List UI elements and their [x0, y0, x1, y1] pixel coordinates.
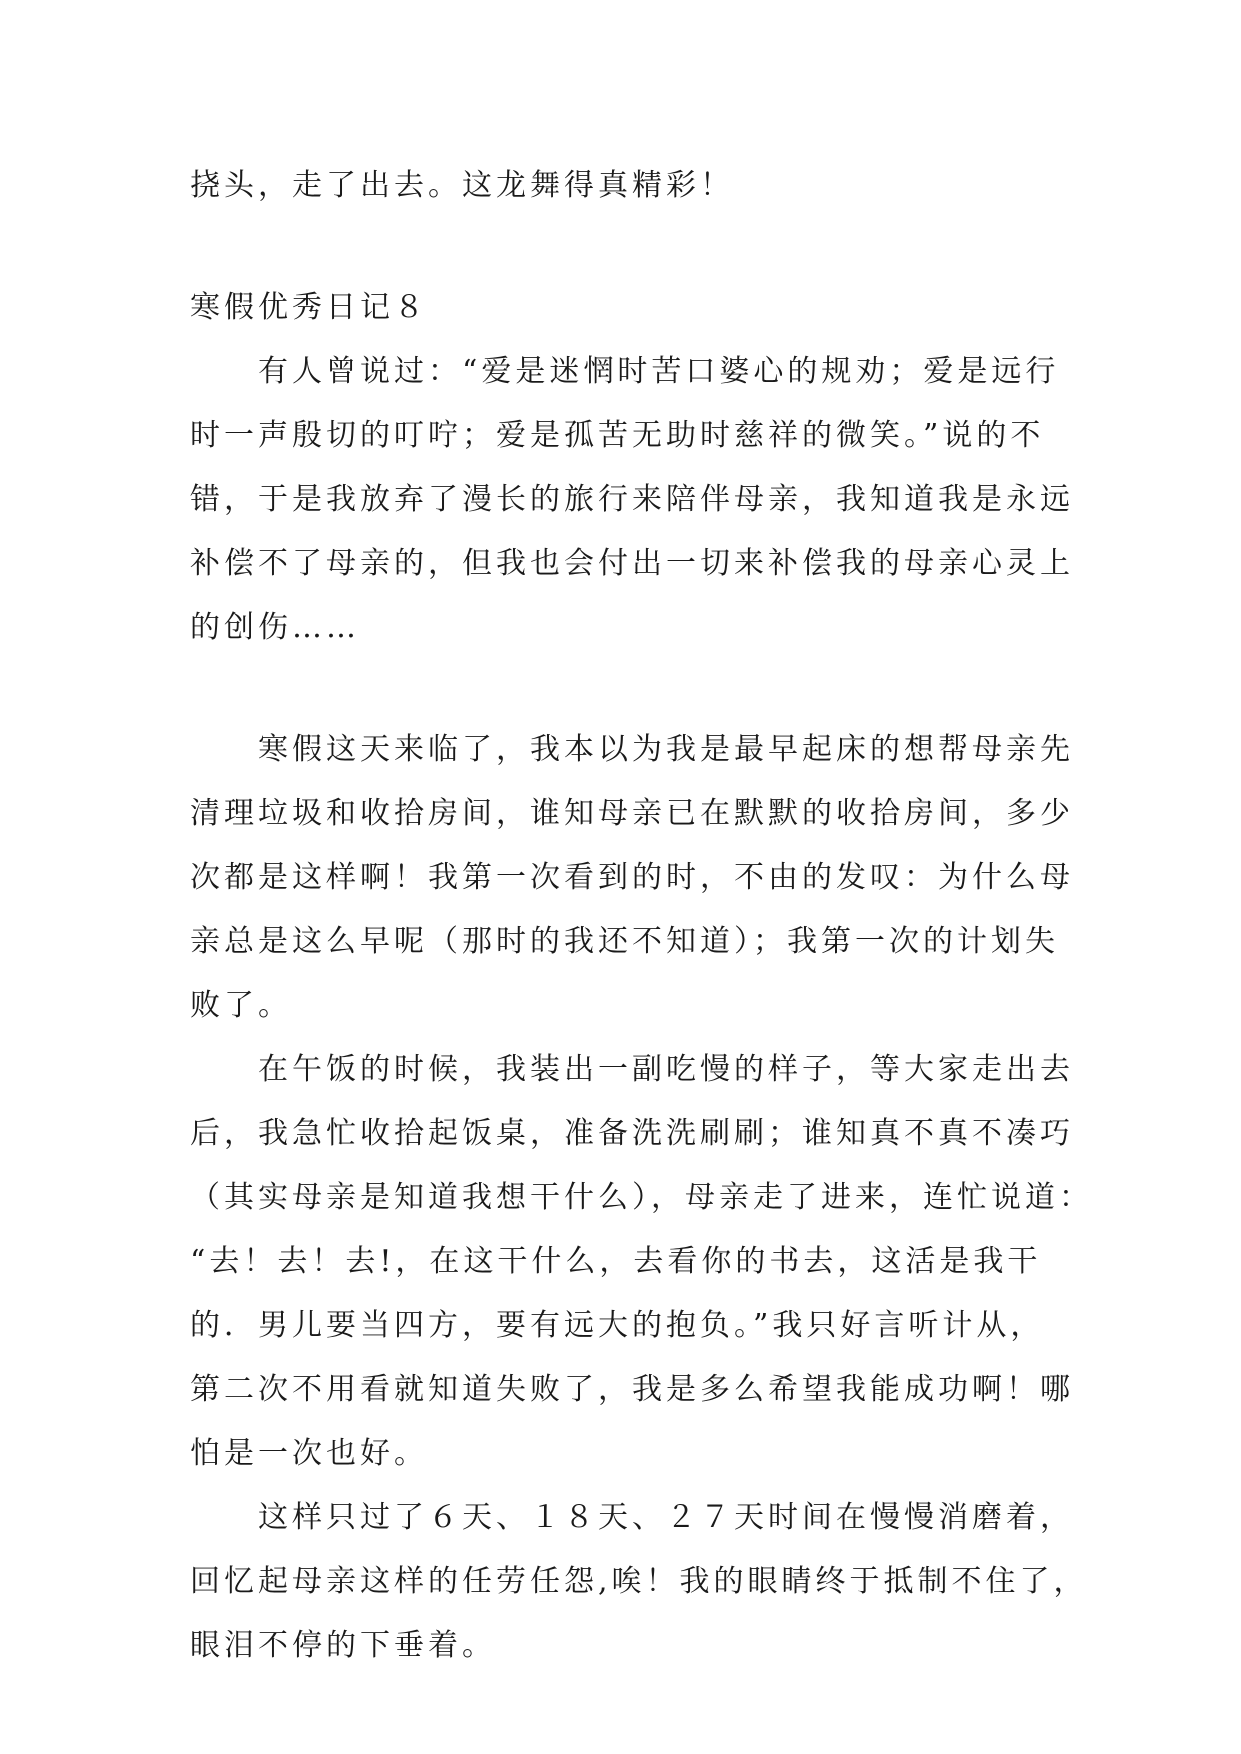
- paragraph-continuation: [190, 154, 1050, 218]
- text-line: 这样只过了６天、１８天、２７天时间在慢慢消磨着，: [258, 1500, 1074, 1535]
- paragraph-1: [190, 340, 1074, 660]
- paragraph-4: [190, 1486, 1088, 1678]
- text-line: 的．男儿要当四方，要有远大的抱负。”我只好言听计从，: [190, 1308, 1045, 1343]
- text-line: 眼泪不停的下垂着。: [190, 1628, 496, 1663]
- text-line: 时一声殷切的叮咛；爱是孤苦无助时慈祥的微笑。”说的不: [190, 418, 1045, 453]
- text-line: 有人曾说过：“爱是迷惘时苦口婆心的规劝；爱是远行: [258, 354, 1060, 389]
- section-heading: [190, 276, 1050, 340]
- text-line: “去！去！去!，在这干什么，去看你的书去，这活是我干: [190, 1244, 1042, 1279]
- text-line: 第二次不用看就知道失败了，我是多么希望我能成功啊！哪: [190, 1372, 1074, 1407]
- text-line: 挠头，走了出去。这龙舞得真精彩！: [190, 168, 734, 203]
- text-line: 后，我急忙收拾起饭桌，准备洗洗刷刷；谁知真不真不凑巧: [190, 1116, 1074, 1151]
- text-line: 怕是一次也好。: [190, 1436, 428, 1471]
- text-line: 在午饭的时候，我装出一副吃慢的样子，等大家走出去: [258, 1052, 1074, 1087]
- paragraph-3: [190, 1038, 1093, 1486]
- text-line: 错，于是我放弃了漫长的旅行来陪伴母亲，我知道我是永远: [190, 482, 1074, 517]
- text-line: 亲总是这么早呢（那时的我还不知道）；我第一次的计划失: [190, 924, 1059, 959]
- paragraph-2: [190, 718, 1074, 1038]
- text-line: 败了。: [190, 988, 292, 1023]
- text-line: 的创伤……: [190, 610, 360, 645]
- heading-text: 寒假优秀日记８: [190, 290, 428, 325]
- text-line: 回忆起母亲这样的任劳任怨,唉！我的眼睛终于抵制不住了，: [190, 1564, 1088, 1599]
- document-body: [190, 154, 1093, 1678]
- text-line: 寒假这天来临了，我本以为我是最早起床的想帮母亲先: [258, 732, 1074, 767]
- text-line: 次都是这样啊！我第一次看到的时，不由的发叹：为什么母: [190, 860, 1074, 895]
- text-line: 补偿不了母亲的，但我也会付出一切来补偿我的母亲心灵上: [190, 546, 1074, 581]
- text-line: （其实母亲是知道我想干什么），母亲走了进来，连忙说道：: [190, 1180, 1093, 1215]
- text-line: 清理垃圾和收拾房间，谁知母亲已在默默的收拾房间，多少: [190, 796, 1074, 831]
